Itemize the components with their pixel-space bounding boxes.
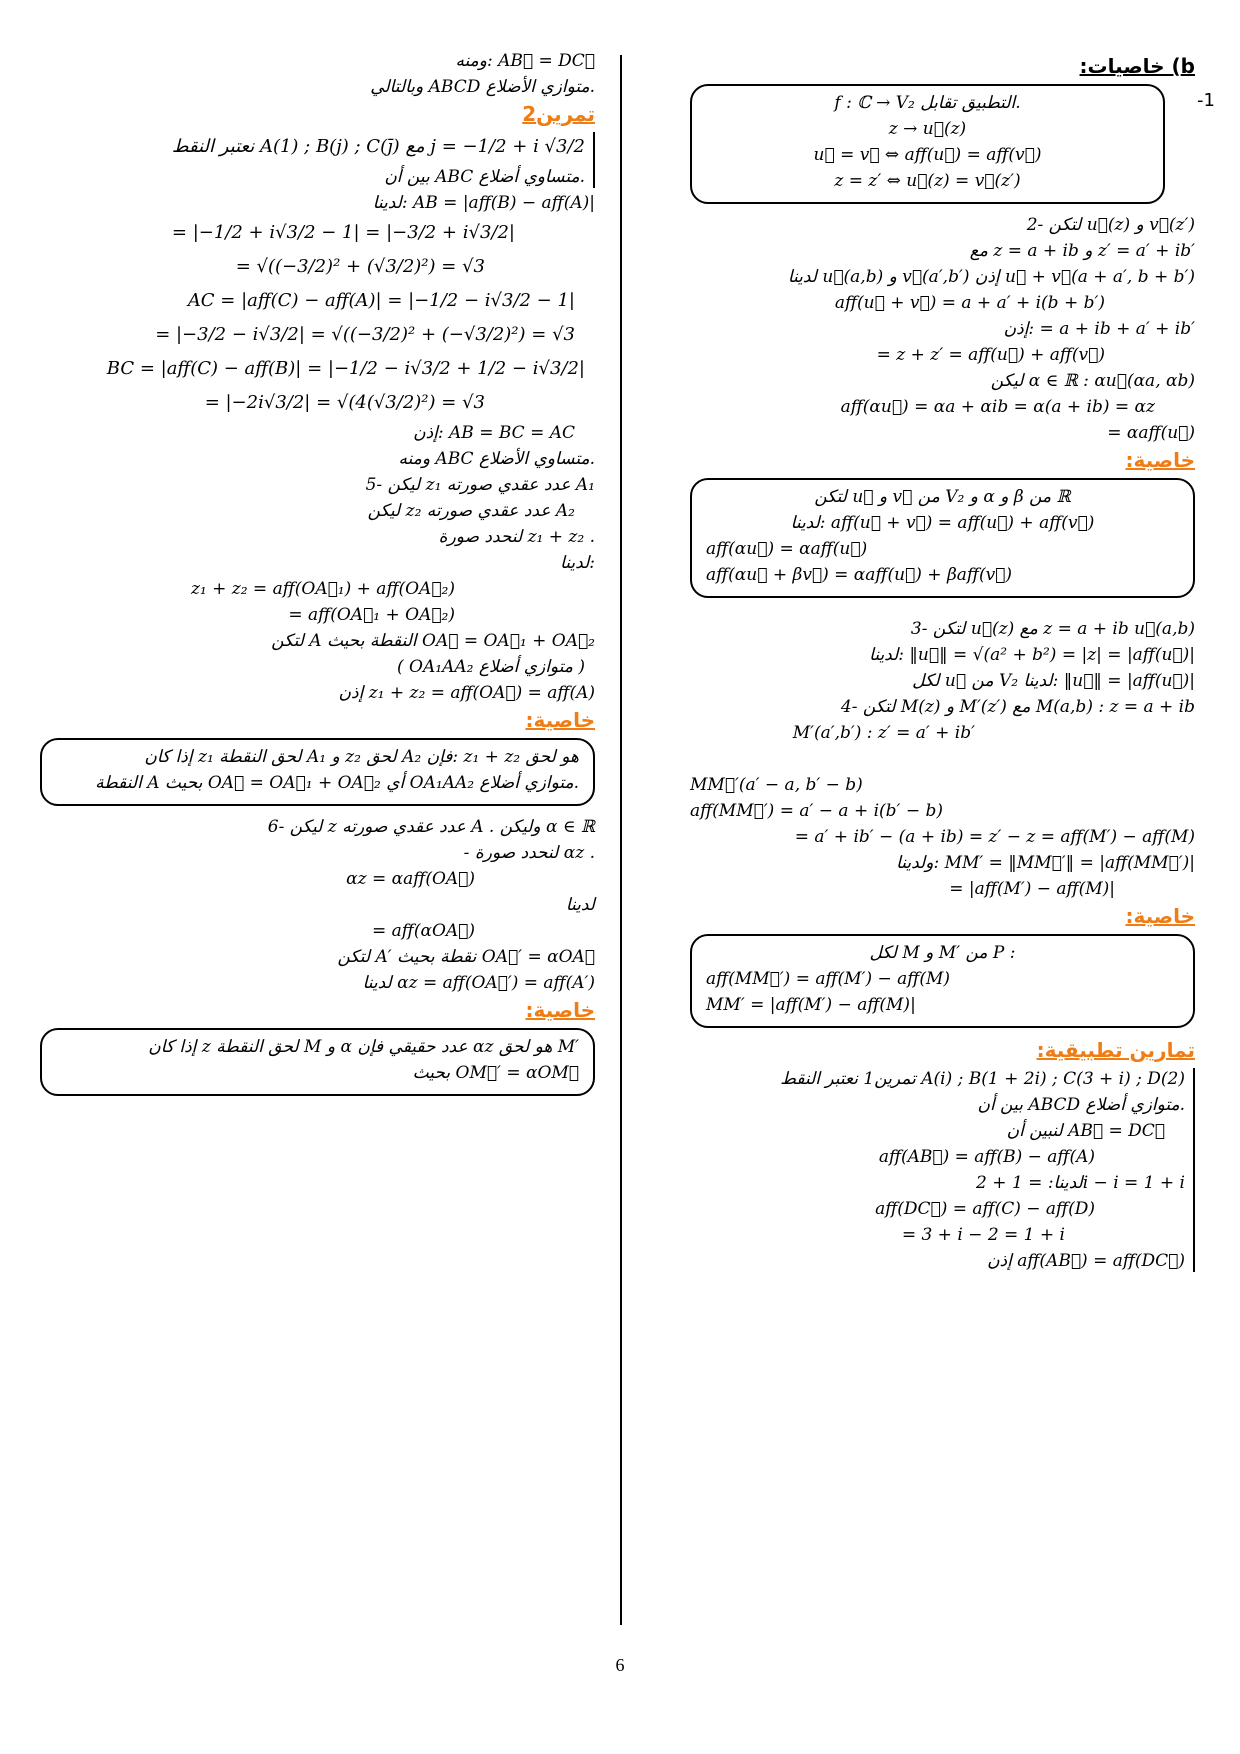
- text-line: ( OA₁AA₂ متوازي أضلاع ): [397, 657, 585, 677]
- property-title: خاصية:: [525, 998, 595, 1022]
- math-line: = aff(αOA⃗): [372, 921, 475, 941]
- math-line: MM⃗′(a′ − a, b′ − b): [690, 775, 863, 795]
- text-line: لتكن A′ نقطة بحيث OA⃗′ = αOA⃗: [337, 947, 595, 967]
- spacer: [690, 748, 1195, 774]
- box-line: aff(αu⃗ + βv⃗) = αaff(u⃗) + βaff(v⃗): [706, 565, 1013, 585]
- box-line: النقطة A بحيث OA⃗ = OA⃗₁ + OA⃗₂ أي OA₁AA₂ متوازي أضلاع.: [95, 773, 579, 793]
- box-line: لتكن u⃗ و v⃗ من V₂ و α و β من ℝ: [814, 487, 1071, 507]
- text-line: ومنه: AB⃗ = DC⃗: [455, 51, 595, 71]
- property-2: [690, 214, 1195, 444]
- text-line: وبالتالي ABCD متوازي الأضلاع.: [370, 77, 595, 97]
- box-line: لكل M و M′ من P :: [869, 943, 1016, 963]
- section-heading-properties: b) خاصيات:: [1079, 54, 1195, 78]
- math-line: = √((−3/2)² + (√3/2)²) = √3: [235, 256, 485, 277]
- math-line: ليكن α ∈ ℝ : αu⃗(αa, αb): [990, 371, 1195, 391]
- math-line: αz = αaff(OA⃗): [346, 869, 475, 889]
- math-line: AC = |aff(C) − aff(A)| = |−1/2 − i√3/2 − 1|: [187, 290, 575, 311]
- text-line: لدينا u⃗(a,b) و v⃗(a′,b′) إذن u⃗ + v⃗(a + a′, b + b′): [787, 267, 1195, 287]
- box-line: f : ℂ → V₂ التطبيق تقابل.: [834, 93, 1021, 113]
- left-column: [40, 50, 595, 1106]
- box-linearity: [690, 478, 1195, 598]
- text-line: ليكن z₂ عدد عقدي صورته A₂: [367, 501, 575, 521]
- box-line: بحيث OM⃗′ = αOM⃗: [412, 1063, 579, 1083]
- math-line: = aff(OA⃗₁ + OA⃗₂): [288, 605, 455, 625]
- text-line: 4- لتكن M(z) و M′(z′) مع M(a,b) : z = a + ib: [840, 697, 1195, 717]
- math-line: = |−1/2 + i√3/2 − 1| = |−3/2 + i√3/2|: [171, 222, 515, 243]
- text-line: 5- ليكن z₁ عدد عقدي صورته A₁: [365, 475, 595, 495]
- exercise-line: لنبين أن AB⃗ = DC⃗: [1006, 1121, 1165, 1141]
- math-line: لدينا: AB = |aff(B) − aff(A)|: [372, 193, 595, 213]
- box-sum-affix: [40, 738, 595, 806]
- math-line: = |−2i√3/2| = √(4(√3/2)²) = √3: [204, 392, 485, 413]
- math-line: BC = |aff(C) − aff(B)| = |−1/2 − i√3/2 + 1/2 − i√3/2|: [106, 358, 585, 379]
- math-line: إذن aff(AB⃗) = aff(DC⃗): [987, 1251, 1185, 1271]
- exercise-line: تمرين1 نعتبر النقط A(i) ; B(1 + 2i) ; C(3 + i) ; D(2): [780, 1069, 1185, 1089]
- spacer: [690, 608, 1195, 618]
- math-line: z₁ + z₂ = aff(OA⃗₁) + aff(OA⃗₂): [190, 579, 455, 599]
- math-line: لدينا: = 1 + 2i − i = 1 + i: [976, 1173, 1185, 1193]
- property-5: [40, 474, 595, 704]
- math-line: = z + z′ = aff(u⃗) + aff(v⃗): [876, 345, 1105, 365]
- box-line: aff(MM⃗′) = aff(M′) − aff(M): [706, 969, 950, 989]
- box-line: u⃗ = v⃗ ⇔ aff(u⃗) = aff(v⃗): [813, 145, 1042, 165]
- math-line: إذن: AB = BC = AC: [413, 423, 575, 443]
- math-line: = |aff(M′) − aff(M)|: [949, 879, 1115, 899]
- text-line: 6- ليكن z عدد عقدي صورته A . وليكن α ∈ ℝ: [267, 817, 595, 837]
- property-title: خاصية:: [525, 708, 595, 732]
- text-line: لدينا:: [560, 553, 595, 573]
- math-line: إذن: = a + ib + a′ + ib′: [1003, 319, 1195, 339]
- box-line: MM′ = |aff(M′) − aff(M)|: [706, 995, 916, 1015]
- exercise-2: [40, 132, 595, 188]
- text-line: لدينا: [565, 895, 595, 915]
- box-line: z = z′ ⇔ u⃗(z) = v⃗(z′): [834, 171, 1021, 191]
- text-line: لدينا αz = aff(OA⃗′) = aff(A′): [362, 973, 595, 993]
- math-line: ولدينا: MM′ = ‖MM⃗′‖ = |aff(MM⃗′)|: [896, 853, 1195, 873]
- exercises-title: تمارين تطبيقية:: [1036, 1038, 1195, 1062]
- math-line: = a′ + ib′ − (a + ib) = z′ − z = aff(M′) − aff(M): [794, 827, 1195, 847]
- box-line: لدينا: aff(u⃗ + v⃗) = aff(u⃗) + aff(v⃗): [790, 513, 1095, 533]
- property-1: [690, 84, 1215, 204]
- text-line: مع z = a + ib و z′ = a′ + ib′: [969, 241, 1195, 261]
- property-6: [40, 816, 595, 994]
- text-line: لنحدد صورة z₁ + z₂ .: [438, 527, 595, 547]
- text-line: - لنحدد صورة αz .: [463, 843, 595, 863]
- column-divider: [620, 55, 622, 1625]
- text-line: ومنه ABC متساوي الأضلاع.: [398, 449, 595, 469]
- property-3: [690, 618, 1195, 744]
- box-line: إذا كان z لحق النقطة M و α عدد حقيقي فإن αz هو لحق M′: [148, 1037, 579, 1057]
- text-line: لتكن A النقطة بحيث OA⃗ = OA⃗₁ + OA⃗₂: [271, 631, 595, 651]
- text-line: 3- لتكن u⃗(z) مع z = a + ib u⃗(a,b): [910, 619, 1195, 639]
- math-line: aff(u⃗ + v⃗) = a + a′ + i(b + b′): [834, 293, 1105, 313]
- box-distance: [690, 934, 1195, 1028]
- math-line: aff(MM⃗′) = a′ − a + i(b′ − b): [690, 801, 943, 821]
- box-line: aff(αu⃗) = αaff(u⃗): [706, 539, 868, 559]
- property-4: [690, 774, 1240, 900]
- exercise-line: نعتبر النقط A(1) ; B(j) ; C(j̄) مع j = −1/2 + i √3/2: [171, 136, 585, 157]
- box-line: z → u⃗(z): [888, 119, 967, 139]
- box-line: إذا كان z₁ لحق النقطة A₁ و z₂ لحق A₂ فإن: z₁ + z₂ هو لحق: [144, 747, 579, 767]
- exercise-2-title: تمرين2: [522, 102, 595, 126]
- exercise-2-solution: [40, 192, 595, 470]
- text-line: إذن z₁ + z₂ = aff(OA⃗) = aff(A): [338, 683, 595, 703]
- exercise-line: بين أن ABCD متوازي أضلاع.: [977, 1095, 1185, 1115]
- page-number: 6: [615, 1655, 625, 1675]
- right-column: [690, 50, 1215, 1276]
- text-line: 2- لتكن u⃗(z) و v⃗(z′): [1026, 215, 1195, 235]
- math-line: aff(DC⃗) = aff(C) − aff(D): [875, 1199, 1095, 1219]
- math-line: aff(αu⃗) = αa + αib = α(a + ib) = αz: [840, 397, 1155, 417]
- text-line: لكل u⃗ من V₂ لدينا: ‖u⃗‖ = |aff(u⃗)|: [912, 671, 1195, 691]
- property-title: خاصية:: [1125, 904, 1195, 928]
- math-line: = |−3/2 − i√3/2| = √((−3/2)² + (−√3/2)²) = √3: [155, 324, 575, 345]
- math-line: = 3 + i − 2 = 1 + i: [901, 1225, 1065, 1245]
- math-line: aff(AB⃗) = aff(B) − aff(A): [878, 1147, 1095, 1167]
- text-line: لدينا: ‖u⃗‖ = √(a² + b²) = |z| = |aff(u⃗)|: [869, 645, 1195, 665]
- exercise-1: [690, 1068, 1195, 1272]
- math-line: M′(a′,b′) : z′ = a′ + ib′: [792, 723, 975, 743]
- math-line: = αaff(u⃗): [1107, 423, 1195, 443]
- box-bijection: [690, 84, 1165, 204]
- box-scalar-affix: [40, 1028, 595, 1096]
- property-title: خاصية:: [1125, 448, 1195, 472]
- exercise-line: بين أن ABC متساوي أضلاع.: [384, 167, 585, 187]
- item-number: 1-: [1197, 90, 1215, 111]
